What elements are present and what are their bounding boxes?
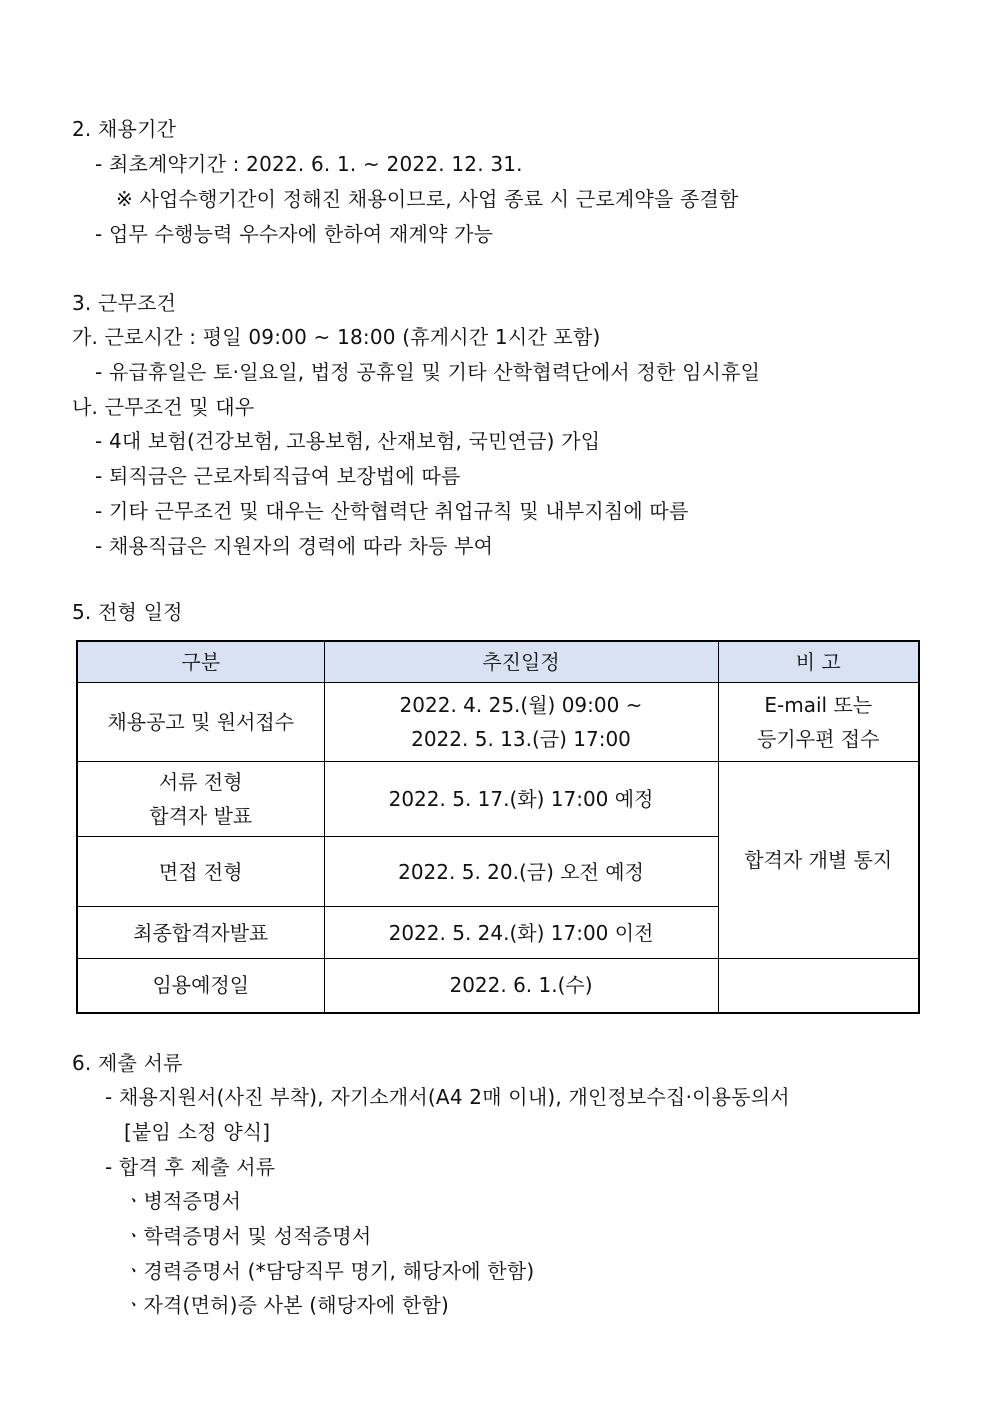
- schedule-cell: 2022. 5. 24.(화) 17:00 이전: [324, 907, 718, 959]
- doc-military: ㆍ병적증명서: [124, 1189, 242, 1213]
- condition-grade: - 채용직급은 지원자의 경력에 따라 차등 부여: [95, 534, 494, 558]
- condition-severance: - 퇴직금은 근로자퇴직급여 보장법에 따름: [95, 464, 461, 488]
- note-cell: E-mail 또는 등기우편 접수: [718, 683, 919, 762]
- section-6-title: 6. 제출 서류: [72, 1051, 183, 1075]
- work-hours: 가. 근로시간 : 평일 09:00 ~ 18:00 (휴게시간 1시간 포함): [72, 325, 601, 349]
- doc-license: ㆍ자격(면허)증 사본 (해당자에 한함): [124, 1293, 449, 1317]
- section-2-title: 2. 채용기간: [72, 117, 177, 141]
- section-3-title: 3. 근무조건: [72, 291, 177, 315]
- schedule-table: [76, 640, 920, 1014]
- schedule-cell: 2022. 5. 20.(금) 오전 예정: [324, 837, 718, 907]
- doc-education: ㆍ학력증명서 및 성적증명서: [124, 1224, 372, 1248]
- schedule-cell: 2022. 5. 17.(화) 17:00 예정: [324, 762, 718, 837]
- stage-cell: 임용예정일: [77, 959, 324, 1013]
- header-category: 구분: [77, 641, 324, 683]
- contract-period: - 최초계약기간 : 2022. 6. 1. ~ 2022. 12. 31.: [95, 152, 523, 176]
- paid-holidays: - 유급휴일은 토·일요일, 법정 공휴일 및 기타 산학협력단에서 정한 임시휴일: [95, 360, 761, 384]
- conditions-title: 나. 근무조건 및 대우: [72, 395, 255, 419]
- header-schedule: 추진일정: [324, 641, 718, 683]
- table-row: [77, 683, 919, 762]
- stage-cell: 서류 전형 합격자 발표: [77, 762, 324, 837]
- table-header-row: [77, 641, 919, 683]
- contract-note: ※ 사업수행기간이 정해진 채용이므로, 사업 종료 시 근로계약을 종결함: [116, 187, 739, 211]
- doc-career: ㆍ경력증명서 (*담당직무 명기, 해당자에 한함): [124, 1259, 535, 1283]
- stage-cell: 최종합격자발표: [77, 907, 324, 959]
- section-5-title: 5. 전형 일정: [72, 600, 183, 624]
- merged-note-cell: 합격자 개별 통지: [718, 762, 919, 959]
- condition-other: - 기타 근무조건 및 대우는 산학협력단 취업규칙 및 내부지침에 따름: [95, 499, 689, 523]
- condition-insurance: - 4대 보험(건강보험, 고용보험, 산재보험, 국민연금) 가입: [95, 429, 601, 453]
- post-pass-title: - 합격 후 제출 서류: [105, 1155, 276, 1179]
- required-forms-cont: [붙임 소정 양식]: [124, 1120, 271, 1144]
- note-cell: [718, 959, 919, 1013]
- required-forms: - 채용지원서(사진 부착), 자기소개서(A4 2매 이내), 개인정보수집·이용동의서: [105, 1085, 790, 1109]
- stage-cell: 채용공고 및 원서접수: [77, 683, 324, 762]
- header-note: 비 고: [718, 641, 919, 683]
- table-row: [77, 762, 919, 837]
- stage-cell: 면접 전형: [77, 837, 324, 907]
- recontract-note: - 업무 수행능력 우수자에 한하여 재계약 가능: [95, 222, 494, 246]
- schedule-cell: 2022. 6. 1.(수): [324, 959, 718, 1013]
- table-row: [77, 959, 919, 1013]
- schedule-cell: 2022. 4. 25.(월) 09:00 ~ 2022. 5. 13.(금) 17:00: [324, 683, 718, 762]
